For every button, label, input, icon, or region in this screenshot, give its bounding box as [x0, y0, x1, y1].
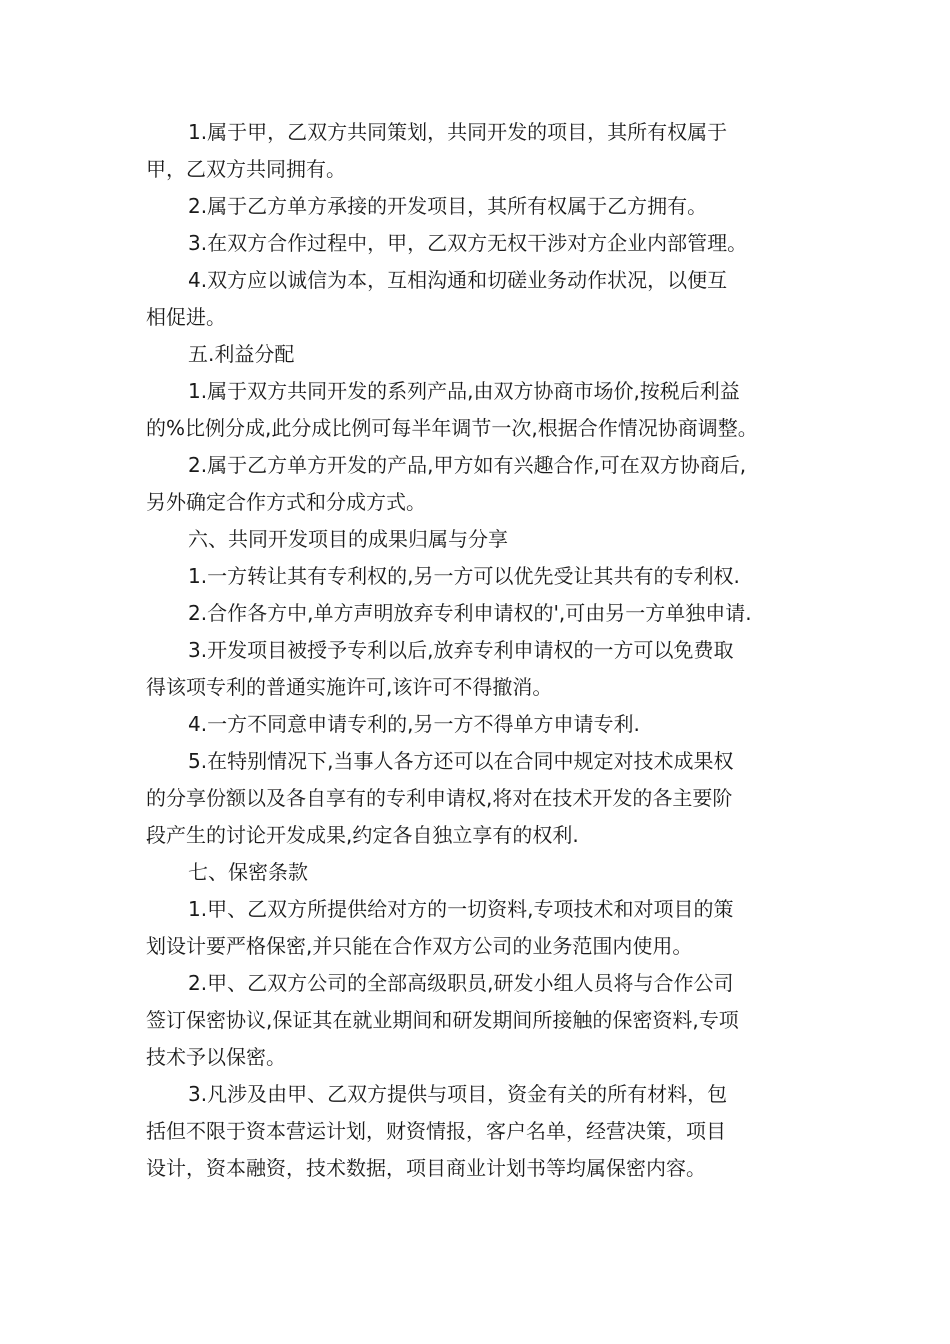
text-line: 1.属于双方共同开发的系列产品,由双方协商市场价,按税后利益 — [188, 379, 740, 403]
text-line: 1.属于甲，乙双方共同策划，共同开发的项目，其所有权属于 — [188, 120, 728, 144]
paragraph-patent-waive — [146, 595, 814, 632]
text-line: 得该项专利的普通实施许可,该许可不得撤消。 — [146, 675, 553, 699]
paragraph-ownership-joint — [146, 114, 814, 188]
paragraph-integrity — [146, 262, 814, 336]
text-line: 划设计要严格保密,并只能在合作双方公司的业务范围内使用。 — [146, 934, 693, 958]
text-line: 相促进。 — [146, 305, 226, 329]
text-line: 4.双方应以诚信为本，互相沟通和切磋业务动作状况，以便互 — [188, 268, 728, 292]
text-line: 1.甲、乙双方所提供给对方的一切资料,专项技术和对项目的策 — [188, 897, 734, 921]
paragraph-profit-joint — [146, 373, 814, 447]
paragraph-no-interference — [146, 225, 814, 262]
text-line: 签订保密协议,保证其在就业期间和研发期间所接触的保密资料,专项 — [146, 1008, 739, 1032]
section-heading-confidentiality: 七、保密条款 — [188, 860, 308, 884]
document-body — [146, 114, 814, 1187]
paragraph-ownership-single — [146, 188, 814, 225]
text-line: 括但不限于资本营运计划，财资情报，客户名单，经营决策，项目 — [146, 1119, 726, 1143]
paragraph-patent-transfer — [146, 558, 814, 595]
text-line: 4.一方不同意申请专利的,另一方不得单方申请专利. — [188, 712, 640, 736]
text-line: 5.在特别情况下,当事人各方还可以在合同中规定对技术成果权 — [188, 749, 734, 773]
section-heading-profit: 五.利益分配 — [188, 342, 295, 366]
text-line: 2.合作各方中,单方声明放弃专利申请权的',可由另一方单独申请. — [188, 601, 752, 625]
text-line: 甲，乙双方共同拥有。 — [146, 157, 346, 181]
paragraph-special-cases — [146, 743, 814, 854]
section-heading-results: 六、共同开发项目的成果归属与分享 — [188, 527, 508, 551]
text-line: 设计，资本融资，技术数据，项目商业计划书等均属保密内容。 — [146, 1156, 706, 1180]
text-line: 2.属于乙方单方承接的开发项目，其所有权属于乙方拥有。 — [188, 194, 708, 218]
text-line: 3.开发项目被授予专利以后,放弃专利申请权的一方可以免费取 — [188, 638, 734, 662]
text-line: 3.凡涉及由甲、乙双方提供与项目，资金有关的所有材料，包 — [188, 1082, 728, 1106]
text-line: 3.在双方合作过程中，甲，乙双方无权干涉对方企业内部管理。 — [188, 231, 748, 255]
paragraph-confidential-materials — [146, 891, 814, 965]
text-line: 技术予以保密。 — [146, 1045, 286, 1069]
paragraph-confidential-scope — [146, 1076, 814, 1187]
text-line: 的%比例分成,此分成比例可每半年调节一次,根据合作情况协商调整。 — [146, 416, 758, 440]
text-line: 2.属于乙方单方开发的产品,甲方如有兴趣合作,可在双方协商后, — [188, 453, 747, 477]
paragraph-confidential-staff — [146, 965, 814, 1076]
paragraph-patent-granted — [146, 632, 814, 706]
paragraph-profit-single — [146, 447, 814, 521]
text-line: 段产生的讨论开发成果,约定各自独立享有的权利. — [146, 823, 579, 847]
text-line: 的分享份额以及各自享有的专利申请权,将对在技术开发的各主要阶 — [146, 786, 733, 810]
text-line: 另外确定合作方式和分成方式。 — [146, 490, 426, 514]
text-line: 2.甲、乙双方公司的全部高级职员,研发小组人员将与合作公司 — [188, 971, 734, 995]
paragraph-patent-disagree — [146, 706, 814, 743]
text-line: 1.一方转让其有专利权的,另一方可以优先受让其共有的专利权. — [188, 564, 740, 588]
